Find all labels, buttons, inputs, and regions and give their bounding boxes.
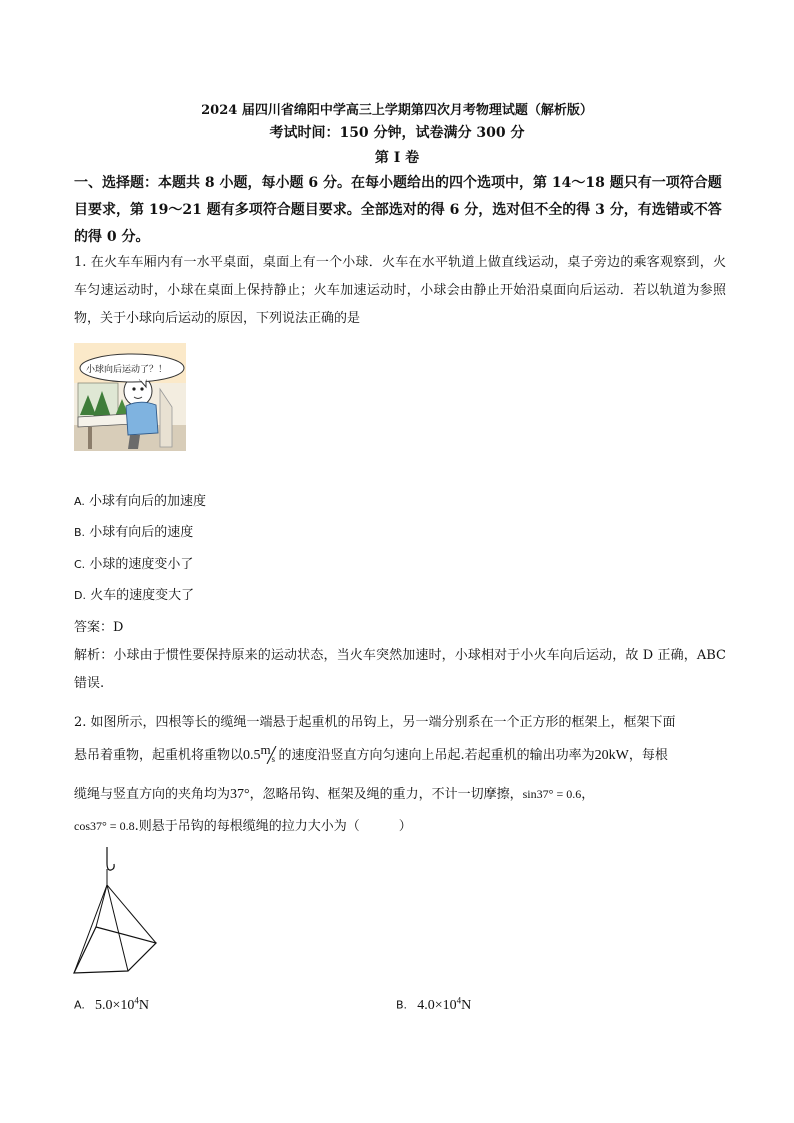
cos-value: cos37° = 0.8 xyxy=(74,819,135,833)
speed-value: 0.5 xyxy=(243,748,261,763)
stem-text: 缆绳与竖直方向的夹角均为 xyxy=(74,787,231,802)
question-1-option-d xyxy=(74,584,194,603)
angle-value: 37° xyxy=(230,787,250,802)
option-label: D. xyxy=(74,589,86,602)
option-exponent: 4 xyxy=(456,995,462,1005)
unit-denominator: s xyxy=(271,753,276,764)
question-1-analysis: 解析：小球由于惯性要保持原来的运动状态，当火车突然加速时，小球相对于小火车向后运动，故 D 正确，ABC 错误. xyxy=(74,648,726,691)
stem-text: .则悬于吊钩的每根缆绳的拉力大小为（ ） xyxy=(134,819,412,834)
option-text: 小球有向后的加速度 xyxy=(88,494,206,509)
option-label: A. xyxy=(74,998,85,1012)
option-label: B. xyxy=(396,998,408,1012)
speech-bubble-text: 小球向后运动了？！ xyxy=(86,365,168,375)
unit-numerator: m xyxy=(260,741,271,757)
part-heading: 第 I 卷 xyxy=(374,150,420,166)
question-2-option-a xyxy=(74,995,149,1014)
option-label: B. xyxy=(74,526,86,539)
question-1-answer: 答案：D xyxy=(74,620,124,635)
option-unit: N xyxy=(461,997,472,1013)
sin-value: sin37° = 0.6 xyxy=(522,787,582,801)
fraction-slash xyxy=(264,746,278,764)
exam-title: 2024 届四川省绵阳中学高三上学期第四次月考物理试题（解析版） xyxy=(201,103,593,118)
power-value: 20kW xyxy=(594,748,629,763)
option-mantissa: 5.0×10 xyxy=(94,997,135,1013)
exam-subtitle: 考试时间：150 分钟，试卷满分 300 分 xyxy=(269,125,525,141)
crane-hook-diagram xyxy=(72,845,162,977)
question-1-illustration xyxy=(74,343,186,451)
question-1-option-c xyxy=(74,553,193,572)
question-2-line-1: 2. 如图所示，四根等长的缆绳一端悬于起重机的吊钩上，另一端分别系在一个正方形的框架上，框架下面 xyxy=(74,715,676,730)
option-value xyxy=(417,995,472,1013)
question-1-stem: 1. 在火车车厢内有一水平桌面，桌面上有一个小球．火车在水平轨道上做直线运动，桌子旁边的乘客观察到，火车匀速运动时，小球在桌面上保持静止；火车加速运动时，小球会由静止开始沿桌面向后运动．若以轨道为参照物，关于小球向后运动的原因，下列说法正确的是 xyxy=(74,255,726,326)
section-intro: 一、选择题：本题共 8 小题，每小题 6 分。在每小题给出的四个选项中，第 14～18 题只有一项符合题目要求，第 19～21 题有多项符合题目要求。全部选对的得 6 分，选对但不全的得 3 分，有选错或不答的得 0 分。 xyxy=(74,175,722,245)
option-exponent: 4 xyxy=(134,995,139,1005)
option-value xyxy=(94,995,149,1013)
question-2-line-3 xyxy=(74,783,594,803)
question-2-option-b xyxy=(396,995,471,1014)
question-1-option-b xyxy=(74,521,193,540)
stem-text: ，每根 xyxy=(628,748,668,763)
option-text: 火车的速度变大了 xyxy=(90,588,195,603)
option-text: 小球有向后的速度 xyxy=(89,525,194,540)
option-text: 小球的速度变小了 xyxy=(89,557,194,572)
question-2-line-4 xyxy=(74,815,412,834)
question-2-line-2 xyxy=(74,741,668,764)
speed-unit xyxy=(260,741,279,764)
question-1-option-a xyxy=(74,490,206,509)
option-label: C. xyxy=(74,558,86,571)
stem-text: 悬吊着重物，起重机将重物以 xyxy=(74,748,244,763)
stem-text: ， xyxy=(581,787,595,802)
stem-text: 的速度沿竖直方向匀速向上吊起.若起重机的输出功率为 xyxy=(278,748,595,763)
stem-text: ，忽略吊钩、框架及绳的重力，不计一切摩擦， xyxy=(249,787,523,802)
option-label: A. xyxy=(74,495,85,508)
option-unit: N xyxy=(138,997,149,1013)
option-mantissa: 4.0×10 xyxy=(417,997,457,1013)
